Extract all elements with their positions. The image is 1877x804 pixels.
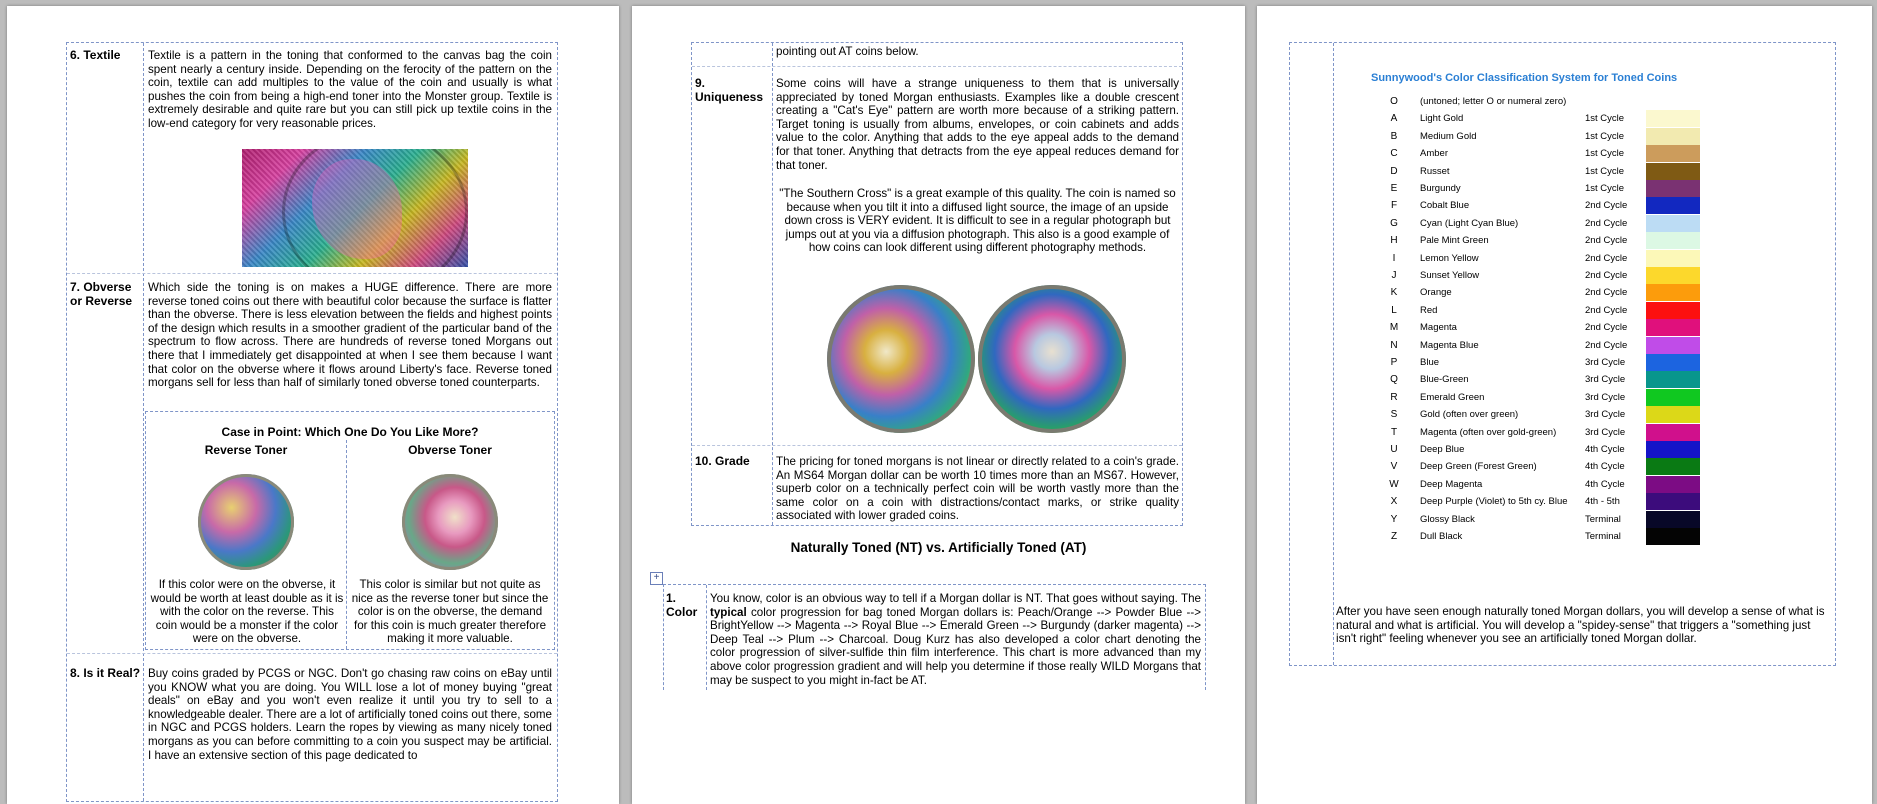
classification-cycle: 1st Cycle [1585,130,1625,142]
color-text-intro: You know, color is an obvious way to tell if a Morgan dollar is NT. That goes without saying. The [710,592,1201,605]
classification-code: N [1390,339,1398,351]
classification-color-name: Blue-Green [1420,374,1469,386]
classification-cycle: 1st Cycle [1585,165,1625,177]
uniqueness-text-2: "The Southern Cross" is a great example of this quality. The coin is named so because when you tilt it into a diffused light source, the image of an upside down cross is VERY evident. It is difficult to see in a regular photograph but jumps out at you via a diffusion photograph. This also is a good example of how coins can look different using different photography methods. [779,187,1176,255]
classification-color-swatch [1646,215,1700,232]
classification-code: Z [1390,531,1398,542]
classification-cycle: 3rd Cycle [1585,426,1626,438]
color-label: 1. Color [666,591,698,619]
grade-label: 10. Grade [695,454,750,468]
classification-cycle: Terminal [1585,531,1621,542]
classification-color-name: Light Gold [1420,113,1464,125]
classification-row [1387,319,1707,336]
classification-row [1387,406,1707,423]
classification-table [1289,42,1836,666]
classification-cycle: 1st Cycle [1585,183,1625,194]
classification-color-name: Magenta (often over gold-green) [1420,426,1557,438]
classification-color-swatch [1646,267,1700,284]
classification-code: B [1390,130,1398,142]
classification-color-name: Russet [1420,165,1450,177]
classification-row [1387,128,1707,145]
classification-row [1387,354,1707,371]
classification-cycle: 2nd Cycle [1585,287,1628,299]
color-text-typical: typical [710,605,747,619]
classification-color-name: Cobalt Blue [1420,200,1470,212]
obverse-reverse-label: 7. Obverse or Reverse [70,280,133,308]
classification-row [1387,337,1707,354]
classification-color-swatch [1646,406,1700,423]
classification-code: S [1390,409,1398,421]
nt-vs-at-heading: Naturally Toned (NT) vs. Artificially Toned (AT) [790,540,1087,555]
classification-cycle: 4th Cycle [1585,444,1625,455]
southern-cross-obverse-image [827,285,975,433]
classification-color-name: Magenta Blue [1420,339,1479,351]
classification-color-swatch [1646,319,1700,336]
classification-row [1387,441,1707,458]
classification-color-swatch [1646,476,1700,493]
classification-color-swatch [1646,232,1700,249]
classification-code: U [1390,444,1398,455]
classification-row [1387,284,1707,301]
classification-color-name: Orange [1420,287,1452,299]
classification-color-swatch [1646,458,1700,475]
classification-color-swatch [1646,128,1700,145]
classification-color-name: Burgundy [1420,183,1461,194]
classification-code: V [1390,461,1398,473]
classification-cycle: 1st Cycle [1585,148,1625,160]
classification-row [1387,110,1707,127]
classification-color-name: Deep Purple (Violet) to 5th cy. Blue [1420,496,1568,508]
classification-row [1387,93,1707,110]
classification-color-name: Lemon Yellow [1420,252,1479,264]
classification-color-name: Deep Blue [1420,444,1465,455]
classification-color-name: Sunset Yellow [1420,270,1480,281]
classification-cycle: 2nd Cycle [1585,339,1628,351]
classification-code: D [1390,165,1398,177]
classification-color-name: Cyan (Light Cyan Blue) [1420,217,1519,229]
classification-color-name: Medium Gold [1420,130,1477,142]
classification-row [1387,250,1707,267]
classification-cycle: 1st Cycle [1585,113,1625,125]
classification-code: Q [1390,374,1398,386]
criteria-table-page-2 [691,42,1183,526]
classification-code: A [1390,113,1398,125]
textile-coin-image [242,149,468,267]
classification-code: M [1389,322,1399,334]
classification-color-swatch [1646,424,1700,441]
classification-color-swatch [1646,493,1700,510]
document-page-2 [632,6,1245,804]
classification-code: G [1390,217,1398,229]
reverse-toner-title: Reverse Toner [204,443,288,457]
table-move-handle-icon[interactable]: + [650,572,663,585]
classification-cycle: 2nd Cycle [1585,322,1628,334]
classification-cycle: 4th - 5th [1585,496,1620,508]
classification-color-swatch [1646,371,1700,388]
classification-row [1387,528,1707,545]
classification-color-swatch [1646,93,1700,110]
classification-row [1387,197,1707,214]
classification-code: W [1389,478,1399,490]
classification-color-name: (untoned; letter O or numeral zero) [1420,96,1567,107]
case-in-point-table [145,411,555,650]
obverse-toner-coin-image [402,474,498,570]
nt-vs-at-table [663,584,1206,690]
classification-code: E [1390,183,1398,194]
classification-color-swatch [1646,110,1700,127]
textile-text: Textile is a pattern in the toning that conformed to the canvas bag the coin spent nearly a century inside. Depending on the ferocity of the pattern on the coin, textile can add multiples to the value of the coin and usually is what pushes the coin from being a high-end toner into the Monster group. Textile is extremely desirable and quite rare but you can still pick up textile coins in the low-end category for very reasonable prices. [148,49,552,130]
grade-text: The pricing for toned morgans is not linear or directly related to a coin's grade. An MS64 Morgan dollar can be worth 10 times more than an MS67. However, superb color on a technically perfect coin will be worth vastly more than the same color on a coin with distractions/contact marks, or strike quality associated with lower graded coins. [776,455,1179,523]
classification-color-swatch [1646,180,1700,197]
color-text [710,592,1201,687]
document-page-3 [1257,6,1872,804]
classification-color-name: Emerald Green [1420,391,1485,403]
is-it-real-text: Buy coins graded by PCGS or NGC. Don't go chasing raw coins on eBay until you KNOW what you are doing. You WILL lose a lot of money buying "great deals" on eBay and you won't even realize it until you try to sell to a knowledgeable dealer. There are a lot of artificially toned coins out there, some in NGC and PCGS holders. Learn the ropes by viewing as many nicely toned morgans as you can before committing to a coin you suspect may be artificial. I have an extensive section of this page dedicated to [148,667,552,762]
uniqueness-text-1: Some coins will have a strange uniqueness to them that is universally appreciated by toned Morgan enthusiasts. Examples like a double crescent creating a "Cat's Eye" pattern are worth more because of a striking pattern. Target toning is usually from albums, envelopes, or coin cabinets and adds value to the color. Anything that adds to the eye appeal adds to the demand for that toner. Anything that detracts from the eye appeal reduces demand for that toner. [776,77,1179,172]
criteria-table-page-1 [66,42,558,802]
classification-row [1387,371,1707,388]
classification-code: F [1390,200,1398,212]
classification-color-name: Gold (often over green) [1420,409,1519,421]
classification-color-name: Glossy Black [1420,513,1475,525]
classification-cycle: 3rd Cycle [1585,409,1626,421]
classification-color-swatch [1646,337,1700,354]
classification-row [1387,493,1707,510]
classification-cycle: 2nd Cycle [1585,304,1628,316]
color-text-rest: color progression for bag toned Morgan dollars is: Peach/Orange --> Powder Blue --> BrightYellow --> Magenta --> Royal Blue --> Emerald Green --> Burgundy (darker magenta) --> Deep Teal --> Plum --> Charcoal. Doug Kurz has also developed a color chart denoting the color progression of silver-sulfide thin film interference. This chart is more advanced than my above color progression gradient and will help you determine if those really WILD Morgans that may be suspect to you might in-fact be AT. [710,605,1201,687]
classification-code: L [1391,304,1397,316]
classification-footer-text: After you have seen enough naturally toned Morgan dollars, you will develop a sense of what is natural and what is artificial. You will develop a "spidey-sense" that triggers a "something just isn't right" feeling whenever you see an artificially toned Morgan dollar. [1336,605,1825,646]
is-it-real-label: 8. Is it Real? [70,666,141,680]
classification-row [1387,302,1707,319]
uniqueness-label: 9. Uniqueness [695,76,764,104]
classification-color-name: Amber [1420,148,1448,160]
classification-list [1387,93,1717,543]
classification-row [1387,145,1707,162]
classification-row [1387,267,1707,284]
classification-color-swatch [1646,302,1700,319]
classification-row [1387,476,1707,493]
classification-cycle: 3rd Cycle [1585,374,1626,386]
classification-row [1387,232,1707,249]
classification-title: Sunnywood's Color Classification System for Toned Coins [1371,72,1678,84]
classification-code: J [1391,270,1397,281]
classification-row [1387,389,1707,406]
reverse-toner-coin-image [198,474,294,570]
classification-color-swatch [1646,389,1700,406]
classification-cycle: Terminal [1585,513,1621,525]
classification-color-swatch [1646,354,1700,371]
classification-cycle: 4th Cycle [1585,478,1625,490]
classification-color-name: Magenta [1420,322,1457,334]
classification-color-swatch [1646,145,1700,162]
classification-code: X [1390,496,1398,508]
classification-cycle: 3rd Cycle [1585,357,1626,368]
classification-code: P [1390,357,1398,368]
classification-color-swatch [1646,197,1700,214]
obverse-toner-title: Obverse Toner [408,443,492,457]
classification-cycle: 2nd Cycle [1585,270,1628,281]
classification-color-name: Blue [1420,357,1440,368]
classification-color-swatch [1646,284,1700,301]
obverse-toner-caption: This color is similar but not quite as nice as the reverse toner but since the color is on the obverse, the demand for this coin is much greater therefore making it more valuable. [351,578,549,646]
classification-code: C [1390,148,1398,160]
classification-color-name: Pale Mint Green [1420,235,1489,247]
classification-color-name: Dull Black [1420,531,1463,542]
classification-code: H [1390,235,1398,247]
case-in-point-title: Case in Point: Which One Do You Like More? [221,425,479,439]
classification-cycle: 2nd Cycle [1585,252,1628,264]
continued-text: pointing out AT coins below. [776,45,919,58]
classification-code: Y [1390,513,1398,525]
classification-row [1387,163,1707,180]
classification-row [1387,215,1707,232]
reverse-toner-caption: If this color were on the obverse, it would be worth at least double as it is with the color on the reverse. This coin would be a monster if the color were on the obverse. [150,578,344,646]
classification-color-name: Deep Magenta [1420,478,1483,490]
document-page-1 [7,6,619,804]
classification-cycle: 2nd Cycle [1585,200,1628,212]
classification-code: T [1390,426,1398,438]
classification-row [1387,424,1707,441]
classification-cycle: 3rd Cycle [1585,391,1626,403]
textile-label: 6. Textile [70,48,121,62]
classification-row [1387,458,1707,475]
classification-code: R [1390,391,1398,403]
obverse-reverse-text: Which side the toning is on makes a HUGE difference. There are more reverse toned coins out there with beautiful color because the surface is flatter than the obverse. There is less elevation between the fields and highest points of the design which results in a smoother gradient of the particular band of the spectrum to flow across. There are hundreds of reverse toned Morgans out there that I immediately get disappointed at when I see them because I want that color on the obverse where it flows around Liberty's face. Reverse toned morgans sell for less than half of similarly toned obverse toned counterparts. [148,281,552,390]
classification-color-name: Deep Green (Forest Green) [1420,461,1537,473]
classification-color-swatch [1646,163,1700,180]
classification-color-swatch [1646,528,1700,545]
classification-code: K [1390,287,1398,299]
classification-color-swatch [1646,511,1700,528]
southern-cross-reverse-image [978,285,1126,433]
classification-cycle: 2nd Cycle [1585,235,1628,247]
classification-color-swatch [1646,250,1700,267]
classification-color-name: Red [1420,304,1438,316]
classification-color-swatch [1646,441,1700,458]
classification-cycle: 2nd Cycle [1585,217,1628,229]
classification-row [1387,180,1707,197]
classification-row [1387,511,1707,528]
classification-code: O [1390,96,1398,107]
classification-cycle: 4th Cycle [1585,461,1625,473]
classification-code: I [1392,252,1396,264]
